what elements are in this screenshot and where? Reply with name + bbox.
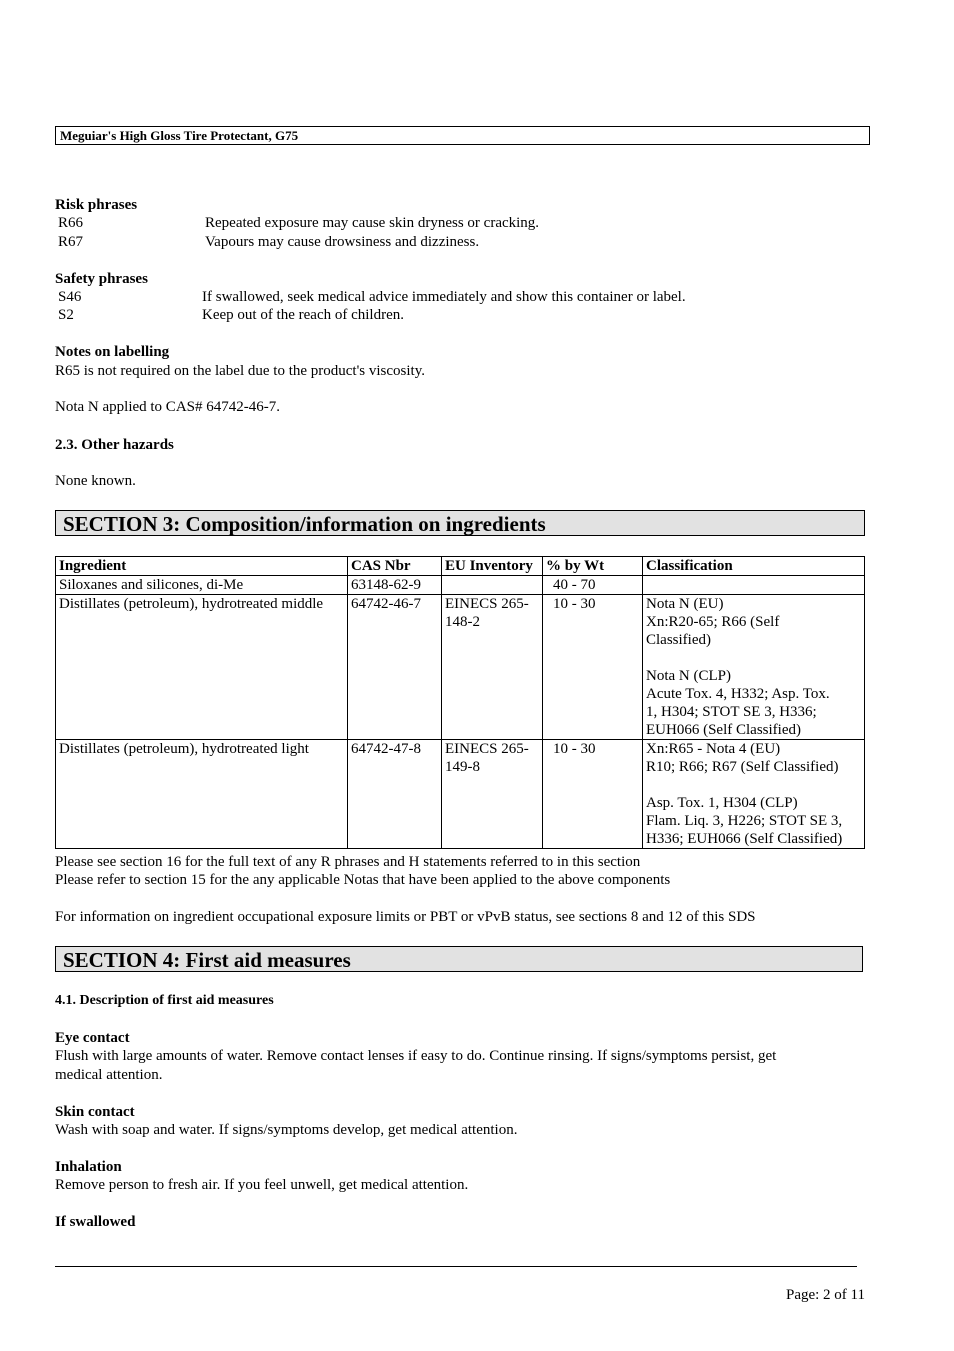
- classification-cell: [643, 595, 865, 740]
- risk-text: Repeated exposure may cause skin dryness or cracking.: [205, 215, 540, 231]
- eu-line: 149-8: [445, 759, 480, 775]
- pct-cell: 10 - 30: [543, 740, 643, 849]
- inhalation-text: Remove person to fresh air. If you feel unwell, get medical attention.: [55, 1177, 469, 1193]
- cas-cell: 64742-47-8: [348, 740, 442, 849]
- classification-line: Xn:R20-65; R66 (Self: [646, 614, 780, 630]
- classification-line: Xn:R65 - Nota 4 (EU): [646, 741, 781, 757]
- product-title-box: [55, 126, 870, 145]
- table-row: [56, 740, 865, 849]
- footer-divider: [55, 1266, 857, 1267]
- classification-line: Flam. Liq. 3, H226; STOT SE 3,: [646, 813, 843, 829]
- section-3-title: SECTION 3: Composition/information on ingredients: [55, 510, 865, 536]
- classification-line: 1, H304; STOT SE 3, H336;: [646, 704, 817, 720]
- safety-text: Keep out of the reach of children.: [202, 307, 404, 323]
- eu-line: EINECS 265-: [445, 741, 529, 757]
- classification-line: Nota N (EU): [646, 596, 724, 612]
- classification-line: R10; R66; R67 (Self Classified): [646, 759, 839, 775]
- if-swallowed-heading: If swallowed: [55, 1214, 136, 1230]
- classification-cell: [643, 576, 865, 595]
- eu-cell: [442, 595, 543, 740]
- cas-cell: 64742-46-7: [348, 595, 442, 740]
- column-header: % by Wt: [543, 557, 643, 576]
- risk-phrases-heading: Risk phrases: [55, 197, 138, 213]
- classification-line: Asp. Tox. 1, H304 (CLP): [646, 795, 798, 811]
- classification-line: EUH066 (Self Classified): [646, 722, 801, 738]
- column-header: EU Inventory: [442, 557, 543, 576]
- column-header: Classification: [643, 557, 865, 576]
- safety-code: S2: [58, 307, 74, 323]
- eu-line: EINECS 265-: [445, 596, 529, 612]
- safety-phrases-heading: Safety phrases: [55, 271, 148, 287]
- inhalation-heading: Inhalation: [55, 1159, 122, 1175]
- column-header: CAS Nbr: [348, 557, 442, 576]
- eu-line: 148-2: [445, 614, 480, 630]
- ingredient-cell: Distillates (petroleum), hydrotreated light: [56, 740, 348, 849]
- skin-contact-heading: Skin contact: [55, 1104, 135, 1120]
- table-row: [56, 595, 865, 740]
- risk-text: Vapours may cause drowsiness and dizziness.: [205, 234, 480, 250]
- ingredient-cell: Distillates (petroleum), hydrotreated middle: [56, 595, 348, 740]
- classification-line: H336; EUH066 (Self Classified): [646, 831, 843, 847]
- section-3-note: Please refer to section 15 for the any applicable Notas that have been applied to the above components: [55, 872, 671, 888]
- safety-text: If swallowed, seek medical advice immediately and show this container or label.: [202, 289, 686, 305]
- notes-labelling-heading: Notes on labelling: [55, 344, 170, 360]
- pct-cell: 40 - 70: [543, 576, 643, 595]
- cas-cell: 63148-62-9: [348, 576, 442, 595]
- table-header-row: [56, 557, 865, 576]
- eye-contact-text: Flush with large amounts of water. Remove contact lenses if easy to do. Continue rinsing. If signs/symptoms persist, get: [55, 1048, 777, 1064]
- product-title: Meguiar's High Gloss Tire Protectant, G75: [60, 128, 299, 143]
- section-3-note: For information on ingredient occupational exposure limits or PBT or vPvB status, see sections 8 and 12 of this SDS: [55, 909, 756, 925]
- skin-contact-text: Wash with soap and water. If signs/symptoms develop, get medical attention.: [55, 1122, 518, 1138]
- classification-line: Nota N (CLP): [646, 668, 731, 684]
- eye-contact-text: medical attention.: [55, 1067, 163, 1083]
- section-4-title: SECTION 4: First aid measures: [55, 946, 863, 972]
- risk-code: R67: [58, 234, 84, 250]
- section-3-note: Please see section 16 for the full text of any R phrases and H statements referred to in this section: [55, 854, 641, 870]
- classification-line: Classified): [646, 632, 711, 648]
- ingredients-table: [55, 556, 865, 849]
- classification-line: Acute Tox. 4, H332; Asp. Tox.: [646, 686, 830, 702]
- column-header: Ingredient: [56, 557, 348, 576]
- pct-cell: 10 - 30: [543, 595, 643, 740]
- risk-code: R66: [58, 215, 84, 231]
- notes-labelling-text: Nota N applied to CAS# 64742-46-7.: [55, 399, 280, 415]
- table-row: [56, 576, 865, 595]
- page-number: Page: 2 of 11: [785, 1287, 865, 1303]
- ingredient-cell: Siloxanes and silicones, di-Me: [56, 576, 348, 595]
- eye-contact-heading: Eye contact: [55, 1030, 130, 1046]
- notes-labelling-text: R65 is not required on the label due to the product's viscosity.: [55, 363, 425, 379]
- eu-cell: [442, 576, 543, 595]
- other-hazards-heading: 2.3. Other hazards: [55, 437, 174, 453]
- section-4-subheading: 4.1. Description of first aid measures: [55, 993, 274, 1008]
- classification-cell: [643, 740, 865, 849]
- other-hazards-text: None known.: [55, 473, 136, 489]
- eu-cell: [442, 740, 543, 849]
- safety-code: S46: [58, 289, 82, 305]
